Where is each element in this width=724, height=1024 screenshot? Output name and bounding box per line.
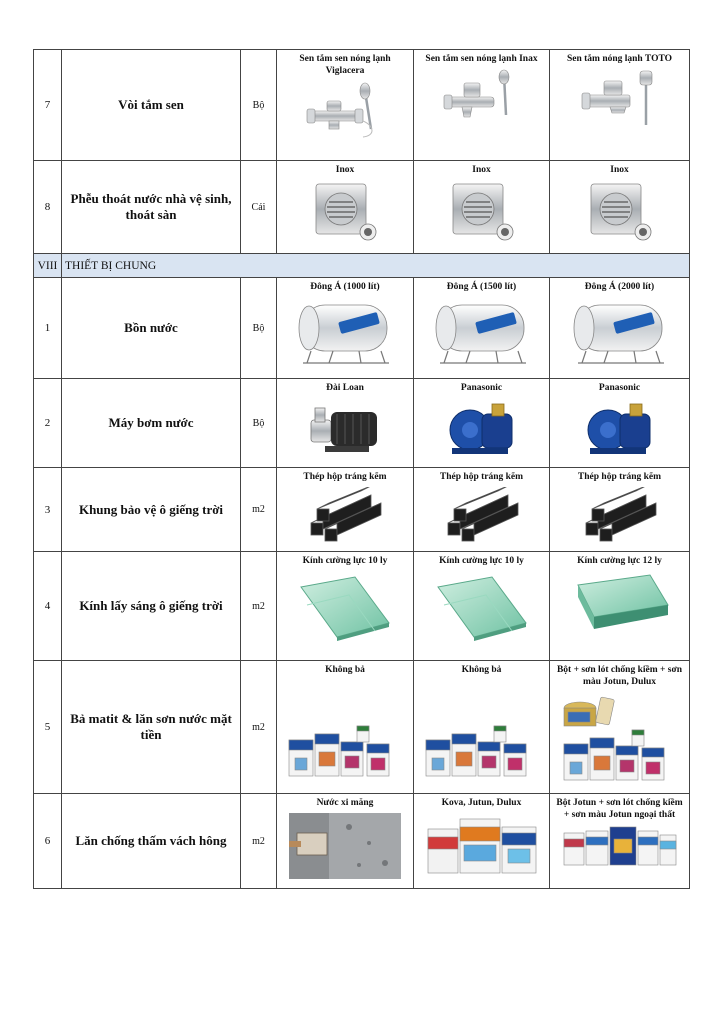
option-cell <box>277 661 414 794</box>
option-label: Inox <box>610 165 629 175</box>
row-number: 6 <box>34 794 62 889</box>
row-number: 4 <box>34 552 62 661</box>
table-row <box>34 794 690 889</box>
option-label: Thép hộp tráng kẽm <box>439 472 524 482</box>
option-cell <box>277 552 414 661</box>
item-unit: m2 <box>241 468 277 552</box>
steel-tubes-icon <box>444 487 520 543</box>
table-row <box>34 379 690 468</box>
option-cell <box>414 278 550 379</box>
option-label: Panasonic <box>598 383 641 393</box>
option-label: Thép hộp tráng kẽm <box>577 472 662 482</box>
steel-tubes-icon <box>582 487 658 543</box>
item-name: Lăn chống thấm vách hông <box>62 794 241 889</box>
row-number: 5 <box>34 661 62 794</box>
shower-faucet-icon <box>580 69 660 129</box>
water-tank-icon <box>289 297 401 367</box>
option-cell <box>550 50 690 161</box>
shower-faucet-icon <box>442 69 522 129</box>
paint-cans-icon <box>424 722 540 782</box>
blue-pump-icon <box>442 398 522 460</box>
floor-drain-icon <box>310 180 380 242</box>
floor-drain-icon <box>585 180 655 242</box>
row-number: 3 <box>34 468 62 552</box>
option-label: Không bả <box>325 665 365 675</box>
option-cell <box>277 161 414 254</box>
table-row <box>34 661 690 794</box>
option-label: Sen tắm sen nóng lạnh Viglacera <box>299 54 391 76</box>
option-cell <box>277 379 414 468</box>
option-label: Đông Á (1000 lít) <box>310 282 380 292</box>
table-row <box>34 278 690 379</box>
item-unit: m2 <box>241 661 277 794</box>
water-tank-icon <box>564 297 676 367</box>
option-label: Đài Loan <box>326 383 364 393</box>
floor-drain-icon <box>447 180 517 242</box>
option-label: Bột Jotun + sơn lót chống kiềm + sơn màu Jotun ngoại thất <box>556 798 683 820</box>
table-row <box>34 552 690 661</box>
glass-slab-icon <box>568 571 672 635</box>
option-cell <box>414 552 550 661</box>
row-number: 8 <box>34 161 62 254</box>
item-unit: Bộ <box>241 50 277 161</box>
option-label: Sen tắm sen nóng lạnh Inax <box>425 54 538 64</box>
option-cell <box>414 468 550 552</box>
option-label: Bột + sơn lót chống kiềm + sơn màu Jotun, Dulux <box>556 665 683 687</box>
option-cell <box>550 278 690 379</box>
option-cell <box>550 794 690 889</box>
exterior-paint-buckets-icon <box>562 823 678 869</box>
option-cell <box>550 161 690 254</box>
option-cell <box>277 50 414 161</box>
glass-sheet-icon <box>297 571 393 643</box>
option-label: Panasonic <box>460 383 503 393</box>
paint-cans-icon <box>287 722 403 782</box>
option-label: Kính cường lực 10 ly <box>439 556 524 566</box>
cement-wall-icon <box>289 813 401 879</box>
option-cell <box>414 794 550 889</box>
option-cell <box>414 661 550 794</box>
option-label: Đông Á (1500 lít) <box>446 282 517 292</box>
spec-table <box>33 49 690 889</box>
section-header-row <box>34 254 690 278</box>
option-label: Kova, Jutun, Dulux <box>441 798 522 808</box>
option-label: Kính cường lực 12 ly <box>577 556 662 566</box>
item-unit: m2 <box>241 794 277 889</box>
option-cell <box>277 794 414 889</box>
steel-pump-icon <box>305 398 385 458</box>
item-name: Vòi tắm sen <box>62 50 241 161</box>
option-cell <box>414 161 550 254</box>
row-number: 7 <box>34 50 62 161</box>
item-name: Bả matit & lăn sơn nước mặt tiền <box>62 661 241 794</box>
item-name: Kính lấy sáng ô giếng trời <box>62 552 241 661</box>
option-cell <box>550 468 690 552</box>
item-unit: Cái <box>241 161 277 254</box>
option-cell <box>414 50 550 161</box>
item-name: Khung bảo vệ ô giếng trời <box>62 468 241 552</box>
paint-cans-putty-icon <box>562 692 678 786</box>
item-name: Máy bơm nước <box>62 379 241 468</box>
shower-faucet-icon <box>305 81 385 141</box>
option-cell <box>277 468 414 552</box>
blue-pump-icon <box>580 398 660 460</box>
section-number: VIII <box>34 254 62 278</box>
table-row <box>34 468 690 552</box>
item-unit: Bộ <box>241 379 277 468</box>
table-row <box>34 161 690 254</box>
item-unit: m2 <box>241 552 277 661</box>
option-label: Đông Á (2000 lít) <box>584 282 655 292</box>
water-tank-icon <box>426 297 538 367</box>
option-label: Sen tắm nóng lạnh TOTO <box>566 54 673 64</box>
option-cell <box>550 552 690 661</box>
row-number: 1 <box>34 278 62 379</box>
glass-sheet-icon <box>434 571 530 643</box>
option-label: Inox <box>472 165 491 175</box>
option-cell <box>414 379 550 468</box>
option-label: Inox <box>335 165 355 175</box>
steel-tubes-icon <box>307 487 383 543</box>
item-name: Phễu thoát nước nhà vệ sinh, thoát sàn <box>62 161 241 254</box>
option-label: Kính cường lực 10 ly <box>302 556 388 566</box>
waterproof-buckets-icon <box>424 813 540 879</box>
option-label: Nước xi măng <box>316 798 374 808</box>
option-label: Thép hộp tráng kẽm <box>303 472 387 482</box>
item-unit: Bộ <box>241 278 277 379</box>
section-title: THIẾT BỊ CHUNG <box>62 254 690 278</box>
option-label: Không bả <box>461 665 502 675</box>
option-cell <box>277 278 414 379</box>
row-number: 2 <box>34 379 62 468</box>
table-row <box>34 50 690 161</box>
option-cell <box>550 379 690 468</box>
item-name: Bồn nước <box>62 278 241 379</box>
option-cell <box>550 661 690 794</box>
